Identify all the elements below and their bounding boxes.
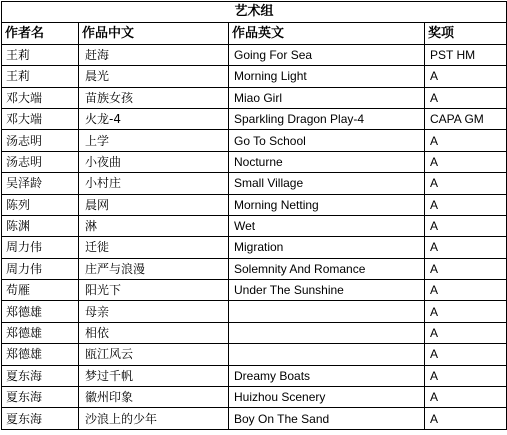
title-zh-cell: 瓯江风云 xyxy=(79,344,229,365)
award-cell: A xyxy=(425,408,507,429)
table-row xyxy=(2,173,507,194)
author-cell: 夏东海 xyxy=(2,387,79,408)
title-zh-cell: 火龙-4 xyxy=(79,108,229,129)
table-row xyxy=(2,280,507,301)
award-cell: A xyxy=(425,387,507,408)
title-en-cell xyxy=(229,344,425,365)
author-cell: 汤志明 xyxy=(2,151,79,172)
award-cell: A xyxy=(425,215,507,236)
title-en-cell: Go To School xyxy=(229,130,425,151)
author-cell: 夏东海 xyxy=(2,408,79,429)
table-row xyxy=(2,194,507,215)
title-en-cell xyxy=(229,301,425,322)
title-en-cell: Boy On The Sand xyxy=(229,408,425,429)
title-zh-cell: 小夜曲 xyxy=(79,151,229,172)
title-zh-cell: 相依 xyxy=(79,322,229,343)
table-title: 艺术组 xyxy=(2,2,507,23)
author-cell: 邓大端 xyxy=(2,87,79,108)
title-en-cell: Morning Light xyxy=(229,66,425,87)
table-row xyxy=(2,215,507,236)
table-row xyxy=(2,130,507,151)
author-cell: 周力伟 xyxy=(2,237,79,258)
table-row xyxy=(2,258,507,279)
title-en-cell: Huizhou Scenery xyxy=(229,387,425,408)
title-en-cell: Solemnity And Romance xyxy=(229,258,425,279)
column-header-title-zh: 作品中文 xyxy=(79,23,229,44)
award-cell: A xyxy=(425,258,507,279)
author-cell: 郑德雄 xyxy=(2,322,79,343)
author-cell: 吴泽龄 xyxy=(2,173,79,194)
title-en-cell: Wet xyxy=(229,215,425,236)
title-en-cell: Dreamy Boats xyxy=(229,365,425,386)
table-row xyxy=(2,387,507,408)
table-row xyxy=(2,301,507,322)
award-cell: A xyxy=(425,344,507,365)
award-cell: A xyxy=(425,280,507,301)
table-row xyxy=(2,344,507,365)
award-cell: A xyxy=(425,194,507,215)
award-cell: A xyxy=(425,130,507,151)
author-cell: 汤志明 xyxy=(2,130,79,151)
author-cell: 陈渊 xyxy=(2,215,79,236)
award-cell: A xyxy=(425,87,507,108)
table-row xyxy=(2,87,507,108)
table-row xyxy=(2,365,507,386)
award-cell: A xyxy=(425,322,507,343)
award-cell: A xyxy=(425,365,507,386)
award-cell: A xyxy=(425,301,507,322)
author-cell: 陈列 xyxy=(2,194,79,215)
title-en-cell xyxy=(229,322,425,343)
title-zh-cell: 晨光 xyxy=(79,66,229,87)
table-row xyxy=(2,44,507,65)
title-zh-cell: 赶海 xyxy=(79,44,229,65)
title-zh-cell: 徽州印象 xyxy=(79,387,229,408)
table-title-row xyxy=(2,2,507,23)
table-row xyxy=(2,66,507,87)
title-zh-cell: 淋 xyxy=(79,215,229,236)
title-en-cell: Going For Sea xyxy=(229,44,425,65)
table-row xyxy=(2,408,507,429)
title-en-cell: Under The Sunshine xyxy=(229,280,425,301)
award-cell: A xyxy=(425,237,507,258)
table-row xyxy=(2,108,507,129)
column-header-author: 作者名 xyxy=(2,23,79,44)
table-body xyxy=(2,44,507,429)
title-zh-cell: 沙浪上的少年 xyxy=(79,408,229,429)
author-cell: 郑德雄 xyxy=(2,301,79,322)
title-en-cell: Sparkling Dragon Play-4 xyxy=(229,108,425,129)
title-zh-cell: 小村庄 xyxy=(79,173,229,194)
title-en-cell: Small Village xyxy=(229,173,425,194)
title-zh-cell: 上学 xyxy=(79,130,229,151)
award-cell: A xyxy=(425,173,507,194)
title-zh-cell: 阳光下 xyxy=(79,280,229,301)
title-zh-cell: 母亲 xyxy=(79,301,229,322)
author-cell: 王莉 xyxy=(2,44,79,65)
column-header-award: 奖项 xyxy=(425,23,507,44)
table-row xyxy=(2,151,507,172)
table-header-row xyxy=(2,23,507,44)
author-cell: 苟雁 xyxy=(2,280,79,301)
award-cell: CAPA GM xyxy=(425,108,507,129)
author-cell: 王莉 xyxy=(2,66,79,87)
title-en-cell: Migration xyxy=(229,237,425,258)
author-cell: 周力伟 xyxy=(2,258,79,279)
author-cell: 邓大端 xyxy=(2,108,79,129)
table-row xyxy=(2,322,507,343)
column-header-title-en: 作品英文 xyxy=(229,23,425,44)
title-zh-cell: 晨网 xyxy=(79,194,229,215)
title-en-cell: Morning Netting xyxy=(229,194,425,215)
award-cell: A xyxy=(425,151,507,172)
title-zh-cell: 庄严与浪漫 xyxy=(79,258,229,279)
author-cell: 郑德雄 xyxy=(2,344,79,365)
title-zh-cell: 迁徙 xyxy=(79,237,229,258)
title-zh-cell: 梦过千帆 xyxy=(79,365,229,386)
title-en-cell: Miao Girl xyxy=(229,87,425,108)
author-cell: 夏东海 xyxy=(2,365,79,386)
award-table xyxy=(1,1,507,430)
award-cell: A xyxy=(425,66,507,87)
title-en-cell: Nocturne xyxy=(229,151,425,172)
award-cell: PST HM xyxy=(425,44,507,65)
table-row xyxy=(2,237,507,258)
title-zh-cell: 苗族女孩 xyxy=(79,87,229,108)
